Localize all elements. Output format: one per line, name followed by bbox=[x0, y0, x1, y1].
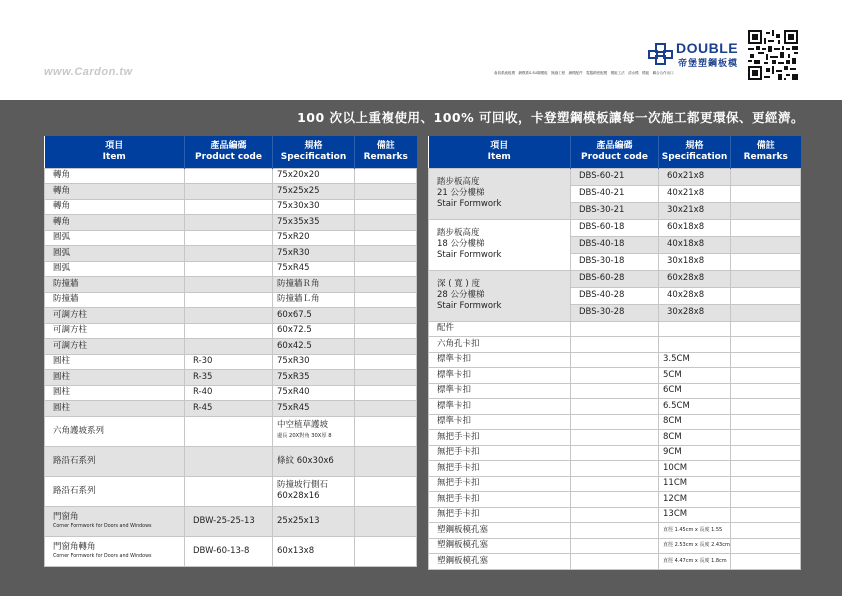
product-code-cell bbox=[571, 507, 659, 523]
spec-cell: 直徑 2.53cm x 長度 2.43cm bbox=[659, 538, 731, 554]
product-code-cell: DBS-60-18 bbox=[571, 219, 659, 236]
stair-en-label: Stair Formwork bbox=[437, 199, 502, 209]
product-code-cell bbox=[185, 230, 273, 246]
spec-cell: 60x67.5 bbox=[273, 308, 355, 324]
product-code-cell: R-30 bbox=[185, 354, 273, 370]
product-code-cell bbox=[185, 292, 273, 308]
spec-cell: 40x28x8 bbox=[659, 287, 731, 304]
table-row bbox=[45, 168, 417, 184]
spec-cell: 60x72.5 bbox=[273, 323, 355, 339]
category-list: 會員系統板模 網模系S.SU鋼模板 無縫工程 網模配件 電腦精密配模 模組工法 清水模 模板 聯合合作出口 bbox=[494, 71, 674, 75]
remarks-cell bbox=[731, 492, 801, 508]
product-code-cell bbox=[185, 199, 273, 215]
remarks-cell bbox=[355, 230, 417, 246]
column-header-en: Remarks bbox=[743, 151, 788, 162]
product-code-cell bbox=[571, 321, 659, 337]
column-header-en: Product code bbox=[195, 151, 262, 162]
spec-cell: 3.5CM bbox=[659, 352, 731, 368]
remarks-cell bbox=[355, 446, 417, 476]
table-row bbox=[45, 308, 417, 324]
spec-cell bbox=[273, 446, 355, 476]
spec-cell: 75x20x20 bbox=[273, 168, 355, 184]
top-banner bbox=[0, 0, 842, 100]
spec-cell: 6CM bbox=[659, 383, 731, 399]
item-cell bbox=[45, 506, 185, 536]
remarks-cell bbox=[355, 416, 417, 446]
item-cell: 轉角 bbox=[45, 168, 185, 184]
spec-cell: 75xR20 bbox=[273, 230, 355, 246]
stair-height-label: 踏步板高度 bbox=[437, 177, 480, 187]
spec-cell: 直徑 4.47cm x 長度 1.8cm bbox=[659, 554, 731, 570]
item-cell: 無把手卡扣 bbox=[429, 476, 571, 492]
column-header bbox=[659, 136, 731, 168]
spec-line: 條紋 60x30x6 bbox=[277, 455, 334, 466]
item-en: Corner Formwork for Doors and Windows bbox=[53, 553, 152, 559]
remarks-cell bbox=[731, 554, 801, 570]
table-row bbox=[45, 215, 417, 231]
product-code-cell bbox=[571, 538, 659, 554]
item-zh: 門窗角轉角 bbox=[53, 541, 96, 552]
spec-cell: 75xR30 bbox=[273, 246, 355, 262]
remarks-cell bbox=[355, 199, 417, 215]
remarks-cell bbox=[355, 339, 417, 355]
spec-cell: 75xR45 bbox=[273, 261, 355, 277]
table-row bbox=[429, 476, 801, 492]
table-row bbox=[429, 414, 801, 430]
product-code-cell: DBS-40-18 bbox=[571, 236, 659, 253]
remarks-cell bbox=[731, 253, 801, 270]
spec-line: 25x25x13 bbox=[277, 515, 320, 526]
spec-cell bbox=[273, 416, 355, 446]
stair-size-label: 21 公分樓梯 bbox=[437, 188, 485, 198]
remarks-cell bbox=[731, 321, 801, 337]
double-logo bbox=[648, 40, 744, 68]
table-row bbox=[429, 270, 801, 287]
item-zh: 六角護坡系列 bbox=[53, 425, 105, 436]
column-header-en: Remarks bbox=[363, 151, 408, 162]
spec-cell: 75x30x30 bbox=[273, 199, 355, 215]
item-cell: 轉角 bbox=[45, 184, 185, 200]
item-cell: 無把手卡扣 bbox=[429, 445, 571, 461]
spec-cell bbox=[659, 321, 731, 337]
item-cell: 配件 bbox=[429, 321, 571, 337]
remarks-cell bbox=[355, 354, 417, 370]
product-code-cell bbox=[185, 246, 273, 262]
qr-code-icon bbox=[748, 30, 798, 80]
spec-cell: 10CM bbox=[659, 461, 731, 477]
column-header-en: Specification bbox=[661, 151, 728, 162]
spec-cell: 75xR35 bbox=[273, 370, 355, 386]
product-code-cell bbox=[571, 430, 659, 446]
remarks-cell bbox=[355, 401, 417, 417]
table-row bbox=[429, 219, 801, 236]
item-cell: 轉角 bbox=[45, 199, 185, 215]
product-code-cell: DBS-60-21 bbox=[571, 168, 659, 185]
remarks-cell bbox=[731, 523, 801, 539]
stair-en-label: Stair Formwork bbox=[437, 250, 502, 260]
item-cell: 無把手卡扣 bbox=[429, 430, 571, 446]
table-row bbox=[429, 321, 801, 337]
stair-group-cell bbox=[429, 168, 571, 219]
table-row bbox=[45, 292, 417, 308]
item-cell: 可調方柱 bbox=[45, 323, 185, 339]
product-code-cell bbox=[185, 416, 273, 446]
column-header-zh: 產品編碼 bbox=[210, 140, 247, 151]
remarks-cell bbox=[355, 277, 417, 293]
table-row bbox=[429, 445, 801, 461]
remarks-cell bbox=[355, 385, 417, 401]
product-code-cell: DBS-30-21 bbox=[571, 202, 659, 219]
remarks-cell bbox=[731, 507, 801, 523]
product-code-cell bbox=[571, 352, 659, 368]
remarks-cell bbox=[731, 430, 801, 446]
column-header-zh: 備註 bbox=[376, 140, 395, 151]
item-cell: 塑鋼板模孔塞 bbox=[429, 523, 571, 539]
spec-cell: 30x21x8 bbox=[659, 202, 731, 219]
brand-name: DOUBLE bbox=[676, 40, 739, 56]
product-code-cell bbox=[571, 523, 659, 539]
spec-cell: 8CM bbox=[659, 414, 731, 430]
item-cell: 圓柱 bbox=[45, 401, 185, 417]
remarks-cell bbox=[355, 168, 417, 184]
stair-size-label: 28 公分樓梯 bbox=[437, 290, 485, 300]
spec-cell: 60x18x8 bbox=[659, 219, 731, 236]
item-cell: 標準卡扣 bbox=[429, 399, 571, 415]
item-cell bbox=[45, 446, 185, 476]
right-table-header bbox=[429, 136, 801, 168]
product-code-cell: R-35 bbox=[185, 370, 273, 386]
remarks-cell bbox=[355, 308, 417, 324]
column-header bbox=[45, 136, 185, 168]
table-row bbox=[429, 352, 801, 368]
spec-cell: 75x25x25 bbox=[273, 184, 355, 200]
table-row bbox=[45, 184, 417, 200]
table-row bbox=[45, 401, 417, 417]
table-row bbox=[45, 354, 417, 370]
table-row bbox=[429, 168, 801, 185]
remarks-cell bbox=[731, 383, 801, 399]
remarks-cell bbox=[731, 399, 801, 415]
column-header-en: Item bbox=[487, 151, 511, 162]
spec-line: 邊長 20X對角 30X厚 8 bbox=[277, 433, 332, 439]
double-logo-icon bbox=[648, 42, 674, 66]
table-row bbox=[45, 261, 417, 277]
remarks-cell bbox=[355, 476, 417, 506]
item-cell: 無把手卡扣 bbox=[429, 461, 571, 477]
column-header-en: Product code bbox=[581, 151, 648, 162]
remarks-cell bbox=[731, 287, 801, 304]
spec-cell: 防撞牆Ｒ角 bbox=[273, 277, 355, 293]
spec-cell: 6.5CM bbox=[659, 399, 731, 415]
spec-cell: 40x21x8 bbox=[659, 185, 731, 202]
item-cell: 六角孔卡扣 bbox=[429, 337, 571, 353]
product-code-cell bbox=[571, 414, 659, 430]
product-code-cell bbox=[185, 476, 273, 506]
spec-cell: 8CM bbox=[659, 430, 731, 446]
product-code-cell bbox=[185, 446, 273, 476]
product-code-cell bbox=[185, 261, 273, 277]
spec-cell: 13CM bbox=[659, 507, 731, 523]
item-cell: 塑鋼板模孔塞 bbox=[429, 538, 571, 554]
item-cell: 標準卡扣 bbox=[429, 352, 571, 368]
item-cell: 可調方柱 bbox=[45, 339, 185, 355]
remarks-cell bbox=[731, 236, 801, 253]
table-row bbox=[45, 246, 417, 262]
product-code-cell bbox=[571, 368, 659, 384]
remarks-cell bbox=[355, 215, 417, 231]
stair-group-cell bbox=[429, 270, 571, 321]
item-cell: 圓柱 bbox=[45, 385, 185, 401]
product-code-cell bbox=[185, 168, 273, 184]
spec-cell bbox=[659, 337, 731, 353]
product-code-cell: DBS-40-21 bbox=[571, 185, 659, 202]
stair-group-cell bbox=[429, 219, 571, 270]
right-product-table bbox=[428, 136, 801, 570]
table-row bbox=[45, 476, 417, 506]
column-header bbox=[273, 136, 355, 168]
table-row bbox=[45, 370, 417, 386]
spec-line: 中空植草護坡 bbox=[277, 420, 329, 430]
product-code-cell: DBS-60-28 bbox=[571, 270, 659, 287]
remarks-cell bbox=[731, 368, 801, 384]
table-row bbox=[429, 554, 801, 570]
brand-subtitle: 帝堡塑鋼板模 bbox=[678, 59, 739, 69]
spec-cell: 75x35x35 bbox=[273, 215, 355, 231]
table-row bbox=[45, 536, 417, 566]
remarks-cell bbox=[731, 185, 801, 202]
stair-height-label: 踏步板高度 bbox=[437, 228, 480, 238]
table-row bbox=[429, 538, 801, 554]
product-code-cell bbox=[571, 492, 659, 508]
column-header-zh: 規格 bbox=[304, 140, 323, 151]
item-zh: 路沿石系列 bbox=[53, 455, 96, 466]
spec-cell: 30x18x8 bbox=[659, 253, 731, 270]
table-row bbox=[45, 277, 417, 293]
item-cell: 無把手卡扣 bbox=[429, 492, 571, 508]
item-cell: 標準卡扣 bbox=[429, 383, 571, 399]
column-header-en: Specification bbox=[280, 151, 347, 162]
remarks-cell bbox=[355, 261, 417, 277]
table-row bbox=[45, 230, 417, 246]
spec-cell: 30x28x8 bbox=[659, 304, 731, 321]
product-code-cell bbox=[571, 399, 659, 415]
product-code-cell: R-45 bbox=[185, 401, 273, 417]
product-code-cell bbox=[571, 554, 659, 570]
remarks-cell bbox=[355, 536, 417, 566]
column-header-en: Item bbox=[102, 151, 126, 162]
spec-cell: 75xR30 bbox=[273, 354, 355, 370]
item-cell bbox=[45, 536, 185, 566]
spec-cell: 75xR40 bbox=[273, 385, 355, 401]
column-header bbox=[731, 136, 801, 168]
cardon-watermark: www.Cardon.tw bbox=[44, 66, 133, 78]
item-cell bbox=[45, 416, 185, 446]
spec-cell: 直徑 1.45cm x 長度 1.55 bbox=[659, 523, 731, 539]
column-header-zh: 產品編碼 bbox=[596, 140, 633, 151]
spec-cell: 9CM bbox=[659, 445, 731, 461]
item-cell: 塑鋼板模孔塞 bbox=[429, 554, 571, 570]
remarks-cell bbox=[731, 304, 801, 321]
item-cell: 防撞牆 bbox=[45, 277, 185, 293]
column-header-zh: 項目 bbox=[490, 140, 509, 151]
product-code-cell bbox=[571, 383, 659, 399]
product-code-cell: DBS-30-28 bbox=[571, 304, 659, 321]
item-cell: 無把手卡扣 bbox=[429, 507, 571, 523]
spec-cell: 防撞牆Ｌ角 bbox=[273, 292, 355, 308]
item-cell: 可調方柱 bbox=[45, 308, 185, 324]
product-code-cell bbox=[185, 184, 273, 200]
remarks-cell bbox=[731, 445, 801, 461]
remarks-cell bbox=[731, 202, 801, 219]
remarks-cell bbox=[355, 506, 417, 536]
table-row bbox=[429, 523, 801, 539]
remarks-cell bbox=[731, 538, 801, 554]
table-row bbox=[429, 430, 801, 446]
stair-height-label: 深 ( 寬 ) 度 bbox=[437, 279, 480, 289]
table-row bbox=[429, 383, 801, 399]
product-code-cell bbox=[185, 277, 273, 293]
table-row bbox=[429, 368, 801, 384]
spec-line: 60x28x16 bbox=[277, 491, 320, 501]
product-code-cell: DBW-25-25-13 bbox=[185, 506, 273, 536]
slogan: 100 次以上重複使用、100% 可回收，卡登塑鋼模板讓每一次施工都更環保、更經濟。 bbox=[297, 110, 804, 125]
item-en: Corner Formwork for Doors and Windows bbox=[53, 523, 152, 529]
product-code-cell: DBW-60-13-8 bbox=[185, 536, 273, 566]
left-product-table bbox=[44, 136, 417, 567]
item-cell: 圓柱 bbox=[45, 354, 185, 370]
spec-cell: 40x18x8 bbox=[659, 236, 731, 253]
table-row bbox=[45, 323, 417, 339]
remarks-cell bbox=[731, 461, 801, 477]
column-header bbox=[185, 136, 273, 168]
column-header bbox=[355, 136, 417, 168]
spec-line: 60x13x8 bbox=[277, 545, 315, 556]
table-row bbox=[45, 339, 417, 355]
column-header-zh: 備註 bbox=[756, 140, 775, 151]
item-cell: 轉角 bbox=[45, 215, 185, 231]
item-cell: 標準卡扣 bbox=[429, 414, 571, 430]
stair-size-label: 18 公分樓梯 bbox=[437, 239, 485, 249]
table-row bbox=[45, 446, 417, 476]
spec-cell: 60x21x8 bbox=[659, 168, 731, 185]
product-code-cell bbox=[185, 339, 273, 355]
item-cell: 圓弧 bbox=[45, 246, 185, 262]
item-zh: 路沿石系列 bbox=[53, 485, 96, 496]
table-row bbox=[429, 461, 801, 477]
item-cell: 圓柱 bbox=[45, 370, 185, 386]
column-header-zh: 規格 bbox=[685, 140, 704, 151]
table-row bbox=[45, 199, 417, 215]
column-header bbox=[571, 136, 659, 168]
spec-cell: 12CM bbox=[659, 492, 731, 508]
remarks-cell bbox=[731, 270, 801, 287]
table-row bbox=[429, 492, 801, 508]
product-code-cell bbox=[571, 337, 659, 353]
item-cell: 防撞牆 bbox=[45, 292, 185, 308]
table-row bbox=[429, 399, 801, 415]
remarks-cell bbox=[731, 337, 801, 353]
product-code-cell bbox=[185, 215, 273, 231]
left-table-header bbox=[45, 136, 417, 168]
remarks-cell bbox=[731, 168, 801, 185]
product-code-cell bbox=[185, 308, 273, 324]
remarks-cell bbox=[731, 219, 801, 236]
stair-en-label: Stair Formwork bbox=[437, 301, 502, 311]
remarks-cell bbox=[355, 370, 417, 386]
table-row bbox=[429, 337, 801, 353]
product-code-cell bbox=[571, 461, 659, 477]
item-cell bbox=[45, 476, 185, 506]
remarks-cell bbox=[355, 184, 417, 200]
table-row bbox=[45, 385, 417, 401]
spec-cell: 60x42.5 bbox=[273, 339, 355, 355]
product-code-cell: R-40 bbox=[185, 385, 273, 401]
remarks-cell bbox=[731, 414, 801, 430]
item-zh: 門窗角 bbox=[53, 511, 79, 522]
spec-cell bbox=[273, 506, 355, 536]
remarks-cell bbox=[355, 292, 417, 308]
spec-cell bbox=[273, 536, 355, 566]
table-row bbox=[45, 506, 417, 536]
product-code-cell bbox=[571, 476, 659, 492]
remarks-cell bbox=[731, 352, 801, 368]
item-cell: 標準卡扣 bbox=[429, 368, 571, 384]
spec-cell: 60x28x8 bbox=[659, 270, 731, 287]
table-row bbox=[45, 416, 417, 446]
product-code-cell: DBS-40-28 bbox=[571, 287, 659, 304]
spec-line: 防撞坡行側石 bbox=[277, 480, 329, 490]
spec-cell bbox=[273, 476, 355, 506]
column-header-zh: 項目 bbox=[105, 140, 124, 151]
spec-cell: 5CM bbox=[659, 368, 731, 384]
spec-cell: 75xR45 bbox=[273, 401, 355, 417]
table-row bbox=[429, 507, 801, 523]
spec-cell: 11CM bbox=[659, 476, 731, 492]
remarks-cell bbox=[731, 476, 801, 492]
column-header bbox=[429, 136, 571, 168]
item-cell: 圓弧 bbox=[45, 230, 185, 246]
product-code-cell bbox=[185, 323, 273, 339]
product-code-cell: DBS-30-18 bbox=[571, 253, 659, 270]
remarks-cell bbox=[355, 323, 417, 339]
remarks-cell bbox=[355, 246, 417, 262]
product-code-cell bbox=[571, 445, 659, 461]
item-cell: 圓弧 bbox=[45, 261, 185, 277]
